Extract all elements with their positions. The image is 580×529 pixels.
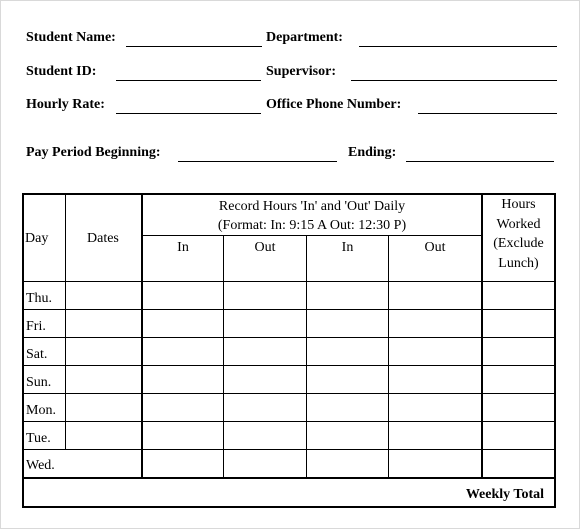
row-line-thu [24, 309, 554, 310]
hours-worked-line3: (Exclude [493, 236, 544, 251]
hours-worked-line1: Hours [501, 197, 536, 212]
record-subheader-line [143, 235, 482, 236]
supervisor-field[interactable] [351, 80, 557, 81]
col-divider-in1 [223, 235, 224, 477]
hourly-rate-label: Hourly Rate: [26, 97, 105, 112]
day-label-sun: Sun. [26, 375, 52, 390]
office-phone-label: Office Phone Number: [266, 97, 402, 112]
day-label-mon: Mon. [26, 403, 56, 418]
day-label-fri: Fri. [26, 319, 46, 334]
row-line-header [24, 281, 554, 282]
col-header-in-1: In [177, 240, 189, 255]
timesheet-table [22, 193, 556, 508]
record-hours-format: (Format: In: 9:15 A Out: 12:30 P) [217, 218, 407, 233]
day-label-thu: Thu. [26, 291, 53, 306]
row-line-sat [24, 365, 554, 366]
student-name-label: Student Name: [26, 30, 116, 45]
pay-period-label: Pay Period Beginning: [26, 145, 161, 160]
col-header-dates: Dates [87, 231, 119, 246]
col-divider-day [65, 195, 66, 450]
day-label-tue: Tue. [26, 431, 51, 446]
day-label-sat: Sat. [26, 347, 48, 362]
weekly-total-label: Weekly Total [465, 487, 544, 502]
row-line-mon [24, 421, 554, 422]
department-field[interactable] [359, 46, 557, 47]
record-hours-title: Record Hours 'In' and 'Out' Daily [218, 199, 406, 214]
student-name-field[interactable] [126, 46, 262, 47]
student-id-label: Student ID: [26, 64, 97, 79]
col-header-in-2: In [341, 240, 354, 255]
ending-field[interactable] [406, 161, 554, 162]
hours-worked-line2: Worked [496, 217, 541, 232]
office-phone-field[interactable] [418, 113, 557, 114]
col-divider-in2 [388, 235, 389, 477]
supervisor-label: Supervisor: [266, 64, 336, 79]
hours-worked-line4: Lunch) [498, 256, 539, 271]
row-line-tue [24, 449, 554, 450]
pay-period-field[interactable] [178, 161, 337, 162]
col-divider-out1 [306, 235, 307, 477]
ending-label: Ending: [348, 145, 397, 160]
day-label-wed: Wed. [26, 458, 55, 473]
student-id-field[interactable] [116, 80, 261, 81]
hourly-rate-field[interactable] [116, 113, 261, 114]
col-header-day: Day [25, 231, 49, 246]
row-line-sun [24, 393, 554, 394]
col-header-out-1: Out [254, 240, 276, 255]
department-label: Department: [266, 30, 343, 45]
col-header-out-2: Out [424, 240, 446, 255]
row-line-wed [24, 477, 554, 479]
row-line-fri [24, 337, 554, 338]
col-divider-dates [141, 195, 143, 477]
